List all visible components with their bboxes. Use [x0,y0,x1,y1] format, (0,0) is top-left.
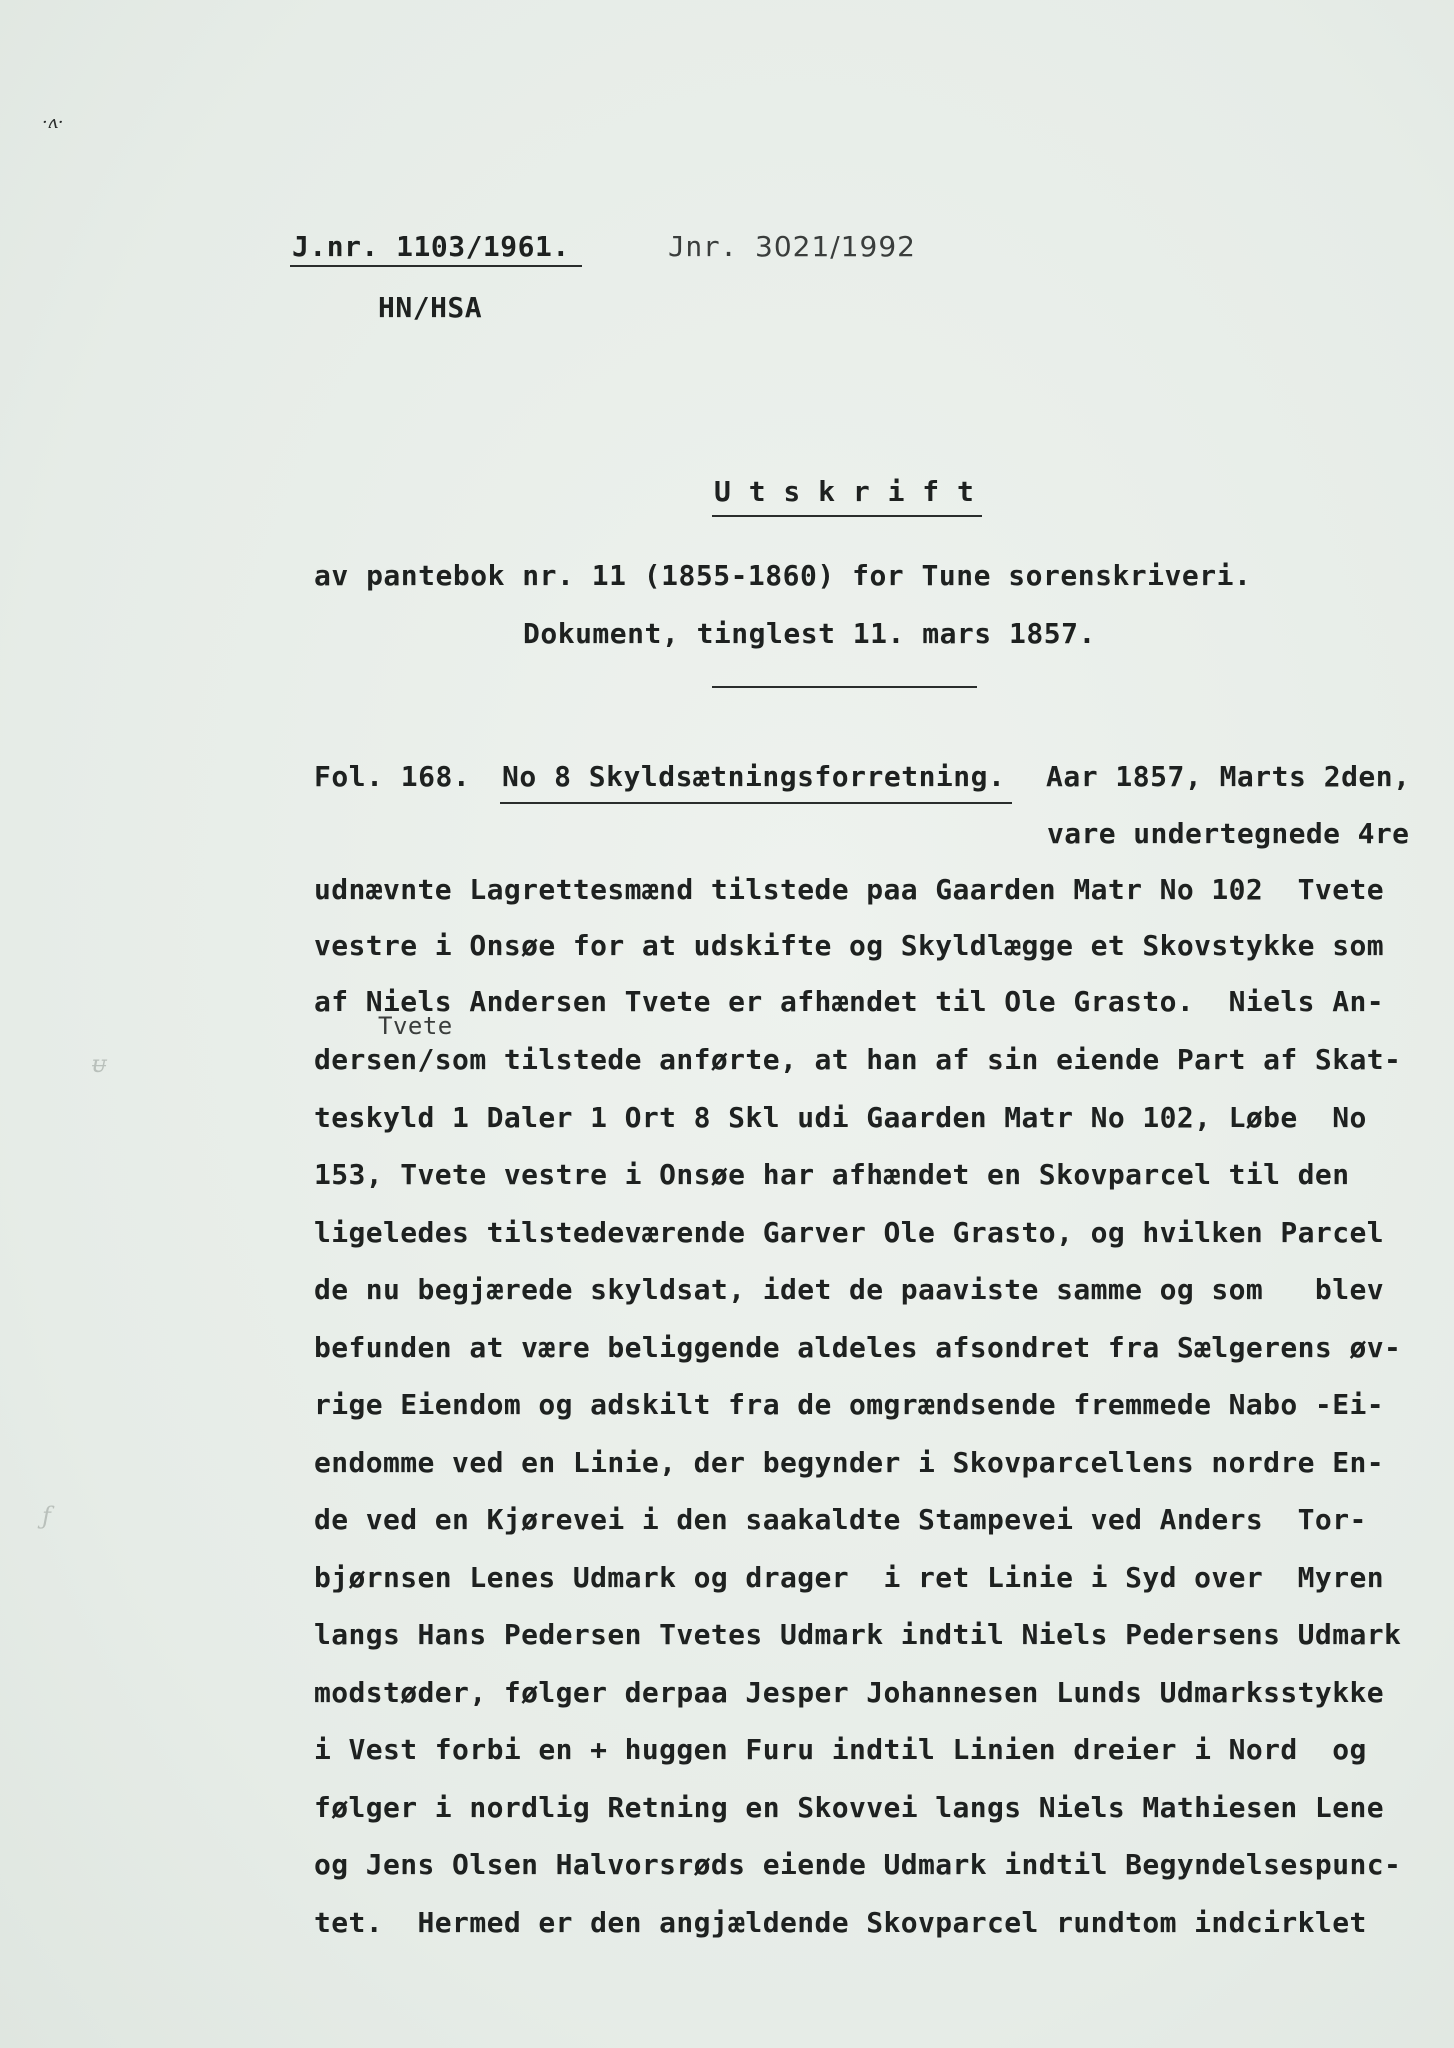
body-line-10: rige Eiendom og adskilt fra de omgrændsende fremmede Nabo -Ei- [314,1388,1384,1421]
journal-number-old: J.nr. 1103/1961. [292,230,570,263]
body-line-0: vare undertegnede 4re [1047,817,1410,850]
document-date-line: Dokument, tinglest 11. mars 1857. [523,617,1096,650]
title-underline [712,515,982,517]
initials: HN/HSA [378,291,483,324]
section-divider [712,686,977,688]
body-line-9: befunden at være beliggende aldeles afsondret fra Sælgerens øv- [314,1331,1402,1364]
journal-number-new-label: Jnr. [668,230,738,263]
entry-heading-rest: Aar 1857, Marts 2den, [1046,760,1411,793]
body-line-3: af Niels Andersen Tvete er afhændet til Ole Grasto. Niels An- [314,985,1384,1018]
margin-scribble-left-1: ᵾ [92,1050,107,1078]
body-line-4: dersen/som tilstede anførte, at han af sin eiende Part af Skat- [314,1043,1402,1076]
body-line-8: de nu begjærede skyldsat, idet de paaviste samme og som blev [314,1273,1384,1306]
document-subtitle: av pantebok nr. 11 (1855-1860) for Tune sorenskriveri. [314,559,1252,592]
journal-number-underline [290,265,582,267]
body-line-13: bjørnsen Lenes Udmark og drager i ret Linie i Syd over Myren [314,1561,1384,1594]
body-line-19: tet. Hermed er den angjældende Skovparcel rundtom indcirklet [314,1906,1367,1939]
body-line-7: ligeledes tilstedeværende Garver Ole Grasto, og hvilken Parcel [314,1216,1384,1249]
margin-scribble-top: ·ʌ· [42,112,64,133]
body-line-5: teskyld 1 Daler 1 Ort 8 Skl udi Gaarden Matr No 102, Løbe No [314,1101,1367,1134]
body-line-11: endomme ved en Linie, der begynder i Skovparcellens nordre En- [314,1446,1384,1479]
body-line-16: i Vest forbi en + huggen Furu indtil Linien dreier i Nord og [314,1733,1367,1766]
entry-heading-underline [500,802,1012,804]
body-line-2: vestre i Onsøe for at udskifte og Skyldlægge et Skovstykke som [314,929,1384,962]
folio-number: Fol. 168. [314,760,471,793]
body-line-14: langs Hans Pedersen Tvetes Udmark indtil Niels Pedersens Udmark [314,1618,1402,1651]
body-line-17: følger i nordlig Retning en Skovvei langs Niels Mathiesen Lene [314,1791,1384,1824]
body-line-1: udnævnte Lagrettesmænd tilstede paa Gaarden Matr No 102 Tvete [314,873,1384,906]
body-line-6: 153, Tvete vestre i Onsøe har afhændet en Skovparcel til den [314,1158,1350,1191]
margin-scribble-left-2: ƒ [42,1502,51,1530]
journal-number-new-value: 3021/1992 [755,230,916,263]
entry-heading: No 8 Skyldsætningsforretning. [502,760,1006,793]
body-insert-word: Tvete [378,1012,453,1040]
document-title: U t s k r i f t [714,475,975,508]
body-line-18: og Jens Olsen Halvorsrøds eiende Udmark indtil Begyndelsespunc- [314,1848,1402,1881]
body-line-12: de ved en Kjørevei i den saakaldte Stampevei ved Anders Tor- [314,1503,1367,1536]
body-line-15: modstøder, følger derpaa Jesper Johannesen Lunds Udmarksstykke [314,1676,1384,1709]
